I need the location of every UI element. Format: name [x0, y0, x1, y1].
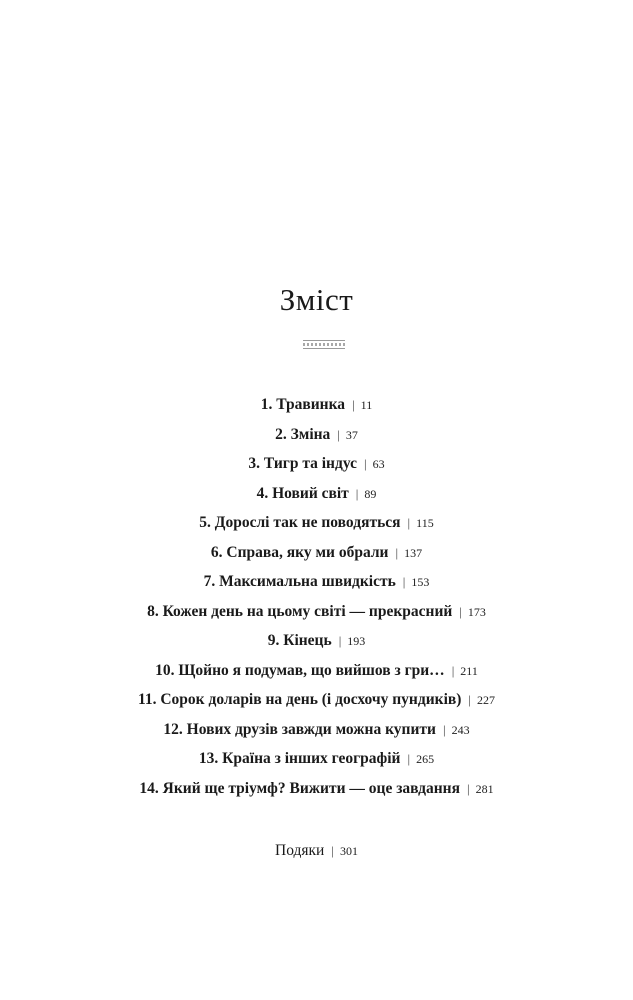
- chapter-title: 7. Максимальна швидкість: [203, 573, 396, 590]
- chapter-title: 4. Новий світ: [256, 484, 349, 502]
- separator: |: [338, 633, 342, 648]
- chapter-title: 10. Щойно я подумав, що вийшов з гри…: [155, 661, 445, 679]
- separator: |: [337, 426, 340, 442]
- toc-entry: [0, 659, 633, 689]
- toc-entry: [0, 629, 633, 659]
- page-number: 11: [360, 398, 373, 412]
- acknowledgements-title: Подяки: [275, 842, 325, 859]
- separator: |: [407, 515, 411, 530]
- page-number: 37: [345, 427, 358, 442]
- toc-entry: [0, 718, 633, 748]
- toc-entry: [0, 393, 633, 423]
- toc-entry: [0, 541, 633, 571]
- toc-entry: [0, 511, 633, 541]
- page-number: 281: [475, 781, 494, 796]
- toc-entry: [0, 452, 633, 482]
- page-number: 243: [451, 722, 470, 737]
- chapter-title: 8. Кожен день на цьому світі — прекрасний: [147, 602, 453, 620]
- toc-entry: [0, 600, 633, 630]
- toc-entry: [0, 570, 633, 600]
- page-title: Зміст: [279, 282, 354, 317]
- page-number: 63: [372, 457, 385, 471]
- page-number: 173: [467, 604, 486, 619]
- page-number: 301: [339, 844, 358, 858]
- separator: |: [395, 544, 399, 560]
- separator: |: [467, 780, 470, 796]
- page-number: 193: [347, 634, 366, 648]
- chapter-title: 5. Дорослі так не поводяться: [199, 514, 401, 531]
- separator: |: [407, 751, 411, 766]
- page-number: 137: [404, 545, 423, 560]
- chapter-title: 3. Тигр та індус: [248, 455, 357, 472]
- page-number: 227: [477, 693, 496, 707]
- separator: |: [442, 721, 446, 737]
- table-of-contents: [0, 393, 633, 806]
- page-number: 211: [460, 663, 478, 678]
- toc-entry: [0, 482, 633, 512]
- chapter-title: 1. Травинка: [260, 396, 346, 413]
- toc-entry: [0, 777, 633, 807]
- chapter-title: 12. Нових друзів завжди можна купити: [163, 720, 436, 738]
- chapter-title: 9. Кінець: [267, 632, 332, 649]
- page-number: 153: [411, 575, 430, 589]
- toc-entry: [0, 688, 633, 718]
- separator: |: [451, 662, 455, 678]
- chapter-title: 11. Сорок доларів на день (і досхочу пундиків): [137, 691, 462, 708]
- acknowledgements-entry: [0, 839, 633, 863]
- separator: |: [459, 603, 462, 619]
- page-number: 89: [364, 486, 377, 501]
- page-number: 265: [416, 752, 435, 766]
- chapter-title: 6. Справа, яку ми обрали: [210, 543, 389, 561]
- separator: |: [402, 574, 406, 589]
- decorative-divider: [303, 340, 345, 349]
- separator: |: [355, 485, 359, 501]
- chapter-title: 13. Країна з інших географій: [198, 750, 401, 767]
- toc-entry: [0, 747, 633, 777]
- separator: |: [468, 692, 472, 707]
- separator: |: [331, 843, 334, 858]
- chapter-title: 2. Зміна: [275, 425, 331, 443]
- page-number: 115: [416, 516, 434, 530]
- chapter-title: 14. Який ще тріумф? Вижити — оце завдання: [139, 779, 460, 797]
- separator: |: [363, 456, 367, 471]
- toc-entry: [0, 423, 633, 453]
- separator: |: [352, 397, 355, 412]
